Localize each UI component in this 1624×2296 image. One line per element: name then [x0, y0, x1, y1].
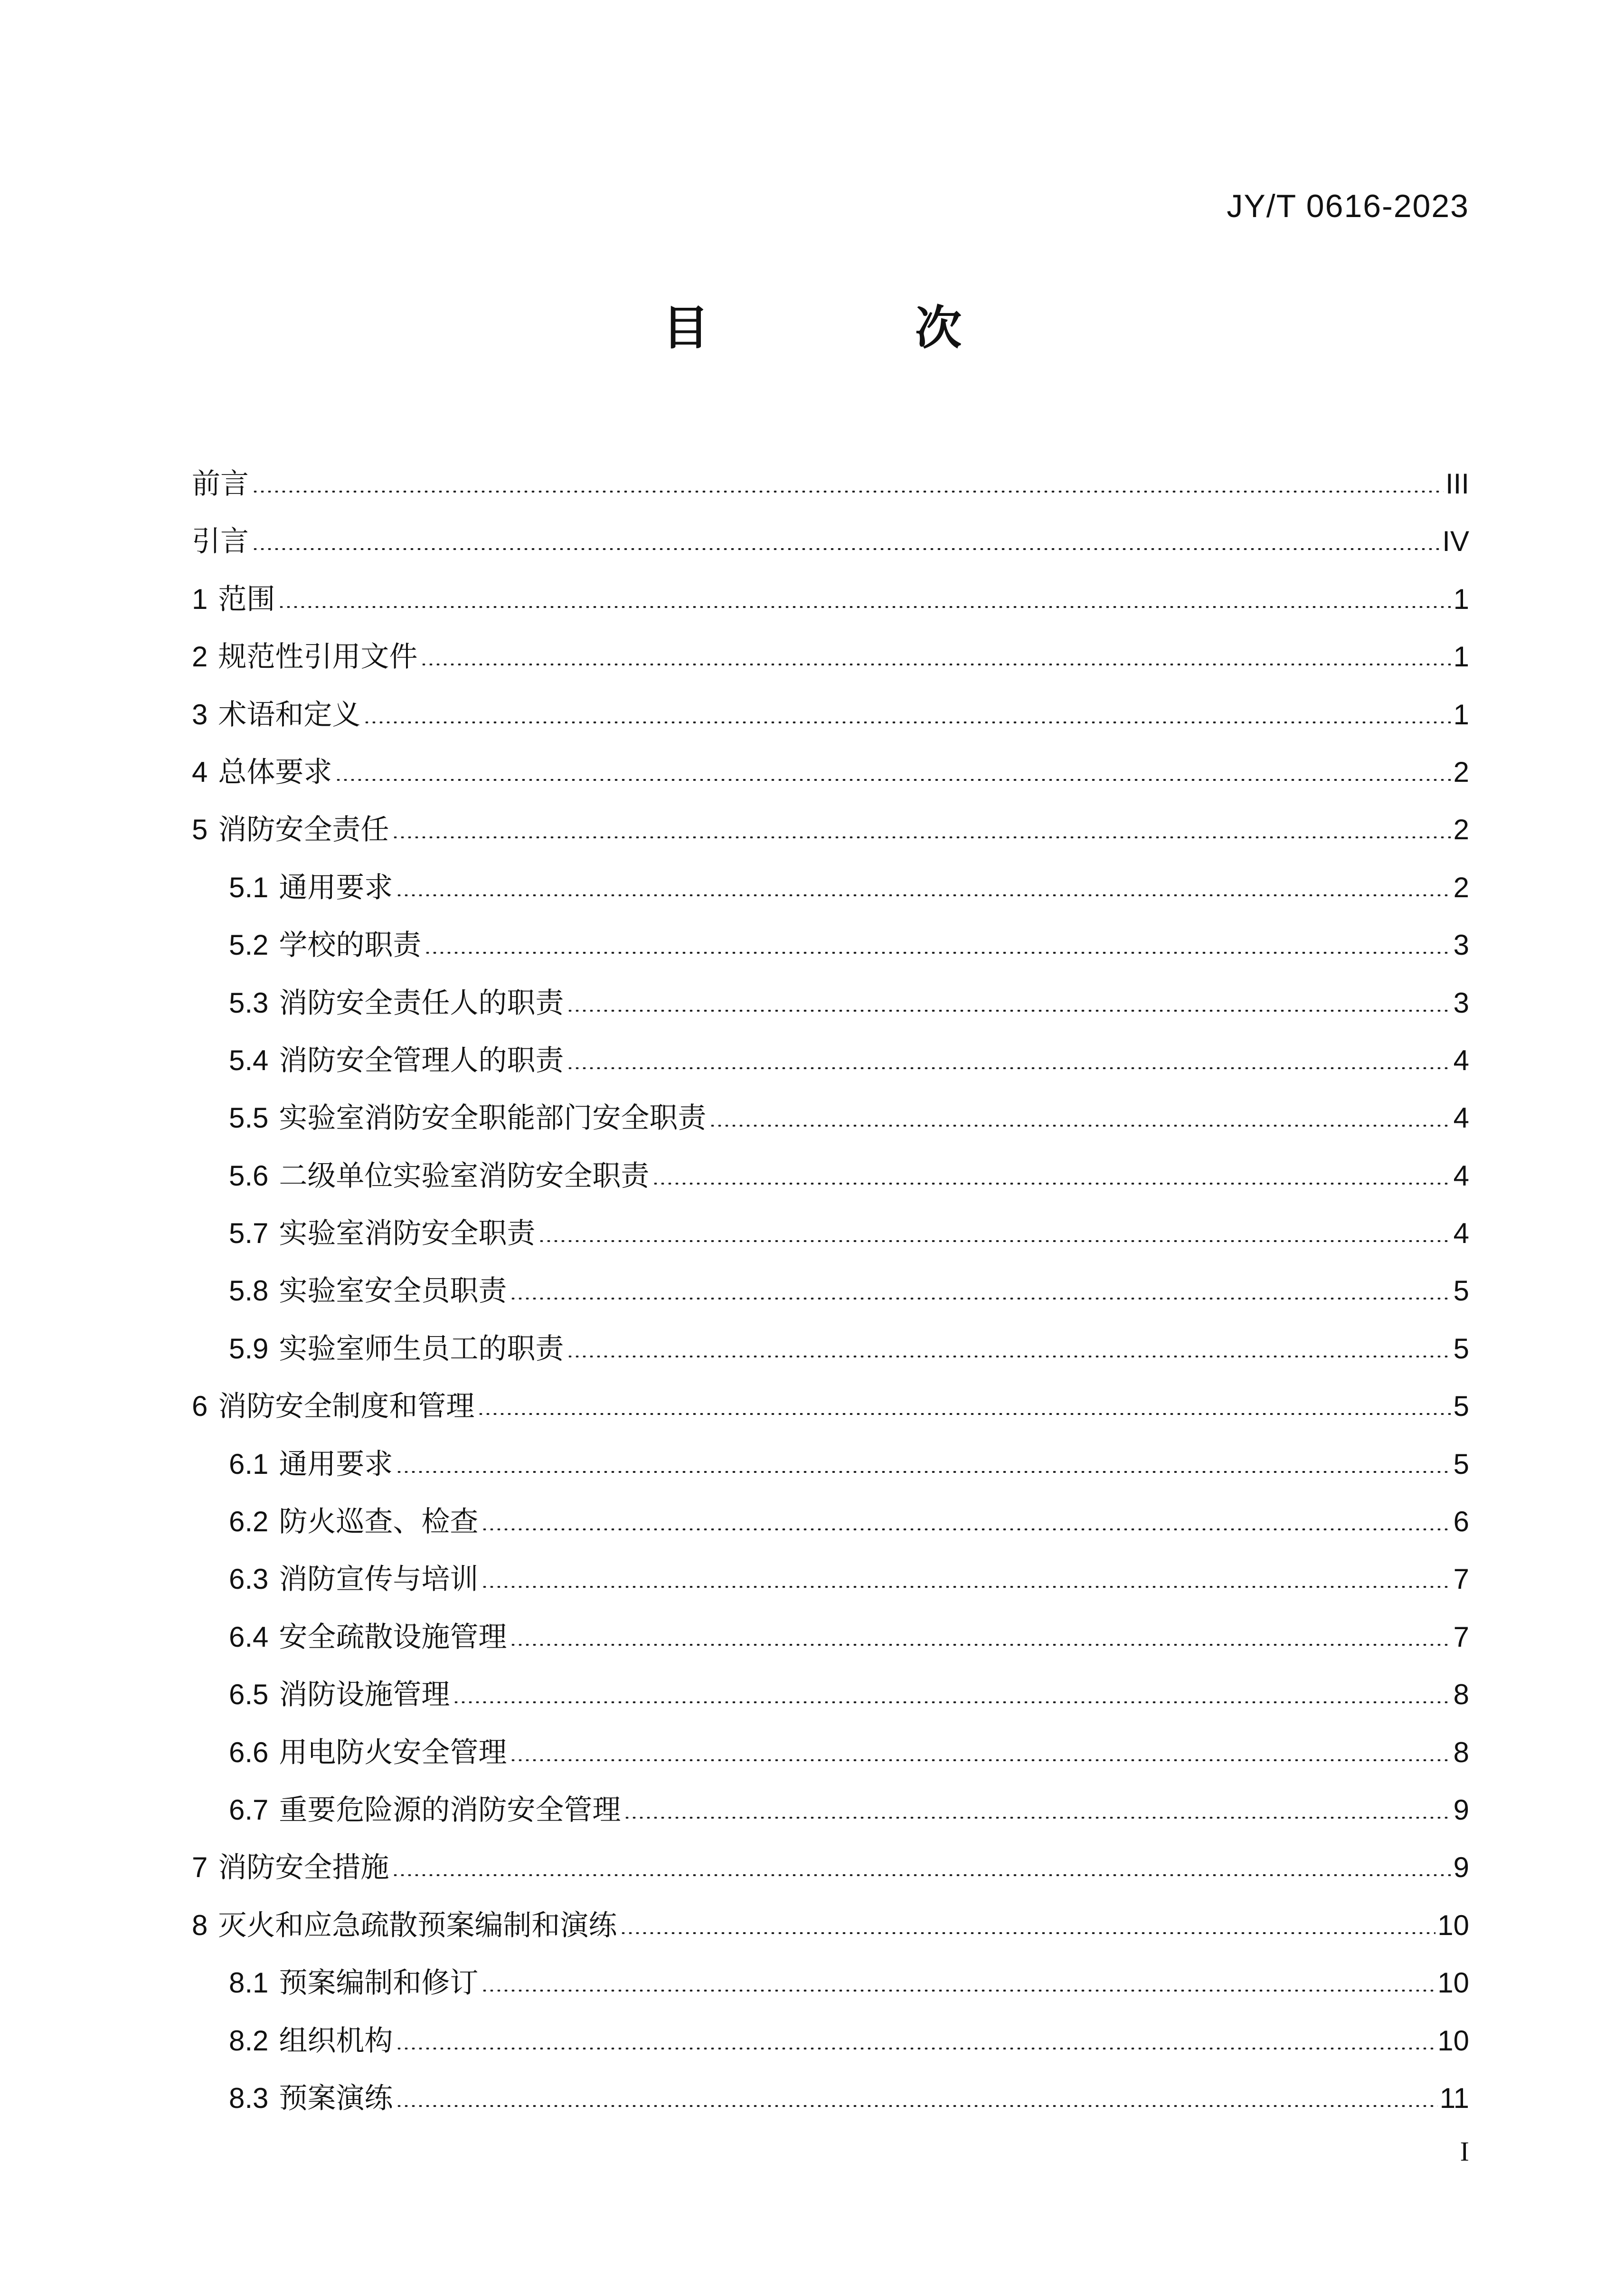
dot-leader	[424, 952, 1451, 954]
toc-entry-title: 术语和定义	[218, 698, 361, 731]
toc-entry-page: 2	[1453, 756, 1469, 788]
toc-entry-page: IV	[1442, 525, 1469, 558]
toc-entry-page: 7	[1453, 1621, 1469, 1653]
toc-entry-title: 组织机构	[279, 2024, 393, 2058]
toc-entry[interactable]	[192, 1839, 1469, 1896]
toc-entry[interactable]	[192, 1724, 1469, 1781]
dot-leader	[396, 2105, 1437, 2107]
toc-entry-title: 通用要求	[279, 871, 393, 904]
dot-leader	[252, 491, 1444, 493]
toc-entry[interactable]	[192, 916, 1469, 974]
dot-leader	[252, 548, 1440, 550]
toc-entry-number: 5.9	[229, 1332, 269, 1365]
dot-leader	[396, 2048, 1435, 2049]
toc-entry-title: 实验室消防安全职能部门安全职责	[279, 1101, 707, 1135]
dot-leader	[567, 1356, 1451, 1357]
toc-entry-title: 用电防火安全管理	[279, 1736, 507, 1769]
toc-entry-title: 二级单位实验室消防安全职责	[279, 1159, 650, 1193]
toc-entry-title: 安全疏散设施管理	[279, 1620, 507, 1654]
dot-leader	[477, 1413, 1451, 1415]
toc-entry-page: 10	[1437, 1909, 1469, 1941]
page-number: I	[1460, 2136, 1469, 2167]
dot-leader	[567, 1010, 1451, 1012]
dot-leader	[620, 1932, 1435, 1934]
dot-leader	[510, 1298, 1451, 1300]
toc-entry-page: 8	[1453, 1736, 1469, 1768]
toc-entry-number: 3	[192, 698, 208, 731]
toc-entry-page: 2	[1453, 814, 1469, 846]
toc-entry-page: III	[1445, 468, 1469, 500]
toc-entry-number: 5.8	[229, 1275, 269, 1307]
toc-entry-title: 实验室师生员工的职责	[279, 1332, 564, 1366]
toc-entry-title: 消防安全管理人的职责	[279, 1044, 564, 1077]
toc-entry[interactable]	[192, 1377, 1469, 1435]
page-title: 目 次	[662, 301, 1057, 355]
toc-entry[interactable]	[192, 1781, 1469, 1839]
dot-leader	[538, 1240, 1451, 1242]
toc-entry-number: 8.3	[229, 2082, 269, 2114]
toc-entry-page: 10	[1437, 1967, 1469, 1999]
toc-entry[interactable]	[192, 1608, 1469, 1666]
dot-leader	[623, 1817, 1451, 1819]
toc-entry[interactable]	[192, 974, 1469, 1032]
toc-entry-page: 5	[1453, 1448, 1469, 1480]
toc-entry-title: 总体要求	[218, 755, 332, 789]
toc-entry-title: 防火巡查、检查	[279, 1505, 479, 1539]
dot-leader	[453, 1701, 1451, 1703]
toc-entry-page: 6	[1453, 1506, 1469, 1538]
toc-entry-page: 4	[1453, 1044, 1469, 1076]
toc-entry[interactable]	[192, 1032, 1469, 1089]
toc-entry-title: 规范性引用文件	[218, 640, 418, 674]
toc-entry-number: 6	[192, 1390, 208, 1423]
dot-leader	[392, 836, 1451, 838]
toc-entry-title: 预案编制和修订	[279, 1966, 479, 2000]
dot-leader	[510, 1759, 1451, 1761]
toc-entry-title: 实验室安全员职责	[279, 1274, 507, 1308]
toc-entry-title: 消防宣传与培训	[279, 1563, 479, 1596]
toc-entry[interactable]	[192, 686, 1469, 743]
toc-entry-page: 1	[1453, 641, 1469, 673]
toc-entry[interactable]	[192, 455, 1469, 512]
toc-entry-number: 6.5	[229, 1679, 269, 1711]
dot-leader	[481, 1990, 1435, 1992]
toc-entry[interactable]	[192, 1089, 1469, 1147]
dot-leader	[510, 1644, 1451, 1646]
toc-entry-number: 6.1	[229, 1448, 269, 1480]
toc-entry-title: 消防安全措施	[218, 1851, 389, 1885]
toc-entry-number: 5.7	[229, 1217, 269, 1250]
toc-entry-title: 学校的职责	[279, 929, 422, 962]
toc-entry-title: 范围	[218, 582, 275, 616]
toc-entry[interactable]	[192, 1666, 1469, 1723]
dot-leader	[278, 606, 1451, 608]
toc-entry-page: 5	[1453, 1390, 1469, 1423]
dot-leader	[709, 1125, 1451, 1127]
toc-entry[interactable]	[192, 1435, 1469, 1493]
toc-entry-page: 1	[1453, 698, 1469, 731]
dot-leader	[396, 894, 1451, 896]
toc-entry-title: 重要危险源的消防安全管理	[279, 1793, 621, 1827]
dot-leader	[567, 1067, 1451, 1069]
toc-entry-number: 6.4	[229, 1621, 269, 1653]
toc-entry[interactable]	[192, 628, 1469, 685]
toc-entry[interactable]	[192, 1147, 1469, 1205]
toc-entry-title: 实验室消防安全职责	[279, 1217, 536, 1251]
toc-entry-page: 5	[1453, 1275, 1469, 1307]
toc-entry-page: 9	[1453, 1793, 1469, 1826]
toc-entry[interactable]	[192, 1320, 1469, 1377]
toc-entry-number: 5.3	[229, 987, 269, 1019]
toc-entry[interactable]	[192, 2012, 1469, 2069]
toc-entry[interactable]	[192, 1550, 1469, 1608]
toc-entry[interactable]	[192, 1897, 1469, 1954]
toc-entry-number: 2	[192, 641, 208, 673]
toc-entry-page: 4	[1453, 1159, 1469, 1192]
dot-leader	[420, 664, 1451, 665]
toc-entry-number: 8.2	[229, 2024, 269, 2057]
toc-entry-number: 6.7	[229, 1793, 269, 1826]
toc-entry-page: 2	[1453, 871, 1469, 903]
toc-entry[interactable]	[192, 512, 1469, 570]
toc-entry-title: 引言	[192, 525, 249, 559]
toc-entry-page: 1	[1453, 583, 1469, 615]
toc-entry-title: 消防安全制度和管理	[218, 1390, 475, 1423]
dot-leader	[335, 779, 1451, 781]
toc-entry[interactable]	[192, 743, 1469, 801]
dot-leader	[392, 1874, 1451, 1876]
toc-entry-page: 4	[1453, 1217, 1469, 1250]
dot-leader	[396, 1471, 1451, 1473]
toc-entry[interactable]	[192, 2069, 1469, 2127]
toc-entry-number: 5.6	[229, 1159, 269, 1192]
toc-entry-title: 前言	[192, 467, 249, 501]
toc-entry-number: 4	[192, 756, 208, 788]
toc-entry-number: 5.5	[229, 1102, 269, 1134]
toc-entry-number: 8.1	[229, 1967, 269, 1999]
toc-entry-number: 8	[192, 1909, 208, 1941]
toc-entry-number: 5	[192, 814, 208, 846]
toc-entry-number: 7	[192, 1851, 208, 1884]
dot-leader	[363, 721, 1451, 723]
toc-entry-title: 通用要求	[279, 1447, 393, 1481]
dot-leader	[481, 1586, 1451, 1588]
toc-entry-page: 5	[1453, 1332, 1469, 1365]
dot-leader	[481, 1528, 1451, 1530]
toc-entry-title: 消防安全责任	[218, 813, 389, 847]
toc-entry-page: 10	[1437, 2024, 1469, 2057]
toc-entry-number: 6.6	[229, 1736, 269, 1768]
toc-entry-page: 7	[1453, 1563, 1469, 1595]
toc-entry-page: 8	[1453, 1679, 1469, 1711]
toc-entry[interactable]	[192, 801, 1469, 858]
toc-entry[interactable]	[192, 1262, 1469, 1319]
toc-entry-page: 3	[1453, 929, 1469, 961]
toc-entry-title: 消防安全责任人的职责	[279, 986, 564, 1020]
toc-entry-title: 灭火和应急疏散预案编制和演练	[218, 1908, 617, 1942]
toc-entry-title: 预案演练	[279, 2081, 393, 2115]
toc-entry-title: 消防设施管理	[279, 1678, 450, 1712]
dot-leader	[652, 1183, 1451, 1185]
toc-entry[interactable]	[192, 570, 1469, 628]
toc-entry-number: 5.1	[229, 871, 269, 903]
toc-entry[interactable]	[192, 1954, 1469, 2011]
toc-entry-page: 11	[1439, 2082, 1469, 2114]
toc-entry[interactable]	[192, 859, 1469, 916]
standard-code: JY/T 0616-2023	[1227, 188, 1469, 224]
toc-entry-page: 9	[1453, 1851, 1469, 1884]
toc-entry-page: 3	[1453, 987, 1469, 1019]
toc-entry[interactable]	[192, 1205, 1469, 1262]
toc-entry-number: 1	[192, 583, 208, 615]
toc-entry-number: 6.3	[229, 1563, 269, 1595]
toc-entry-number: 5.4	[229, 1044, 269, 1076]
table-of-contents	[192, 455, 1469, 2127]
toc-entry-number: 5.2	[229, 929, 269, 961]
toc-entry-number: 6.2	[229, 1506, 269, 1538]
toc-entry-page: 4	[1453, 1102, 1469, 1134]
toc-entry[interactable]	[192, 1493, 1469, 1550]
